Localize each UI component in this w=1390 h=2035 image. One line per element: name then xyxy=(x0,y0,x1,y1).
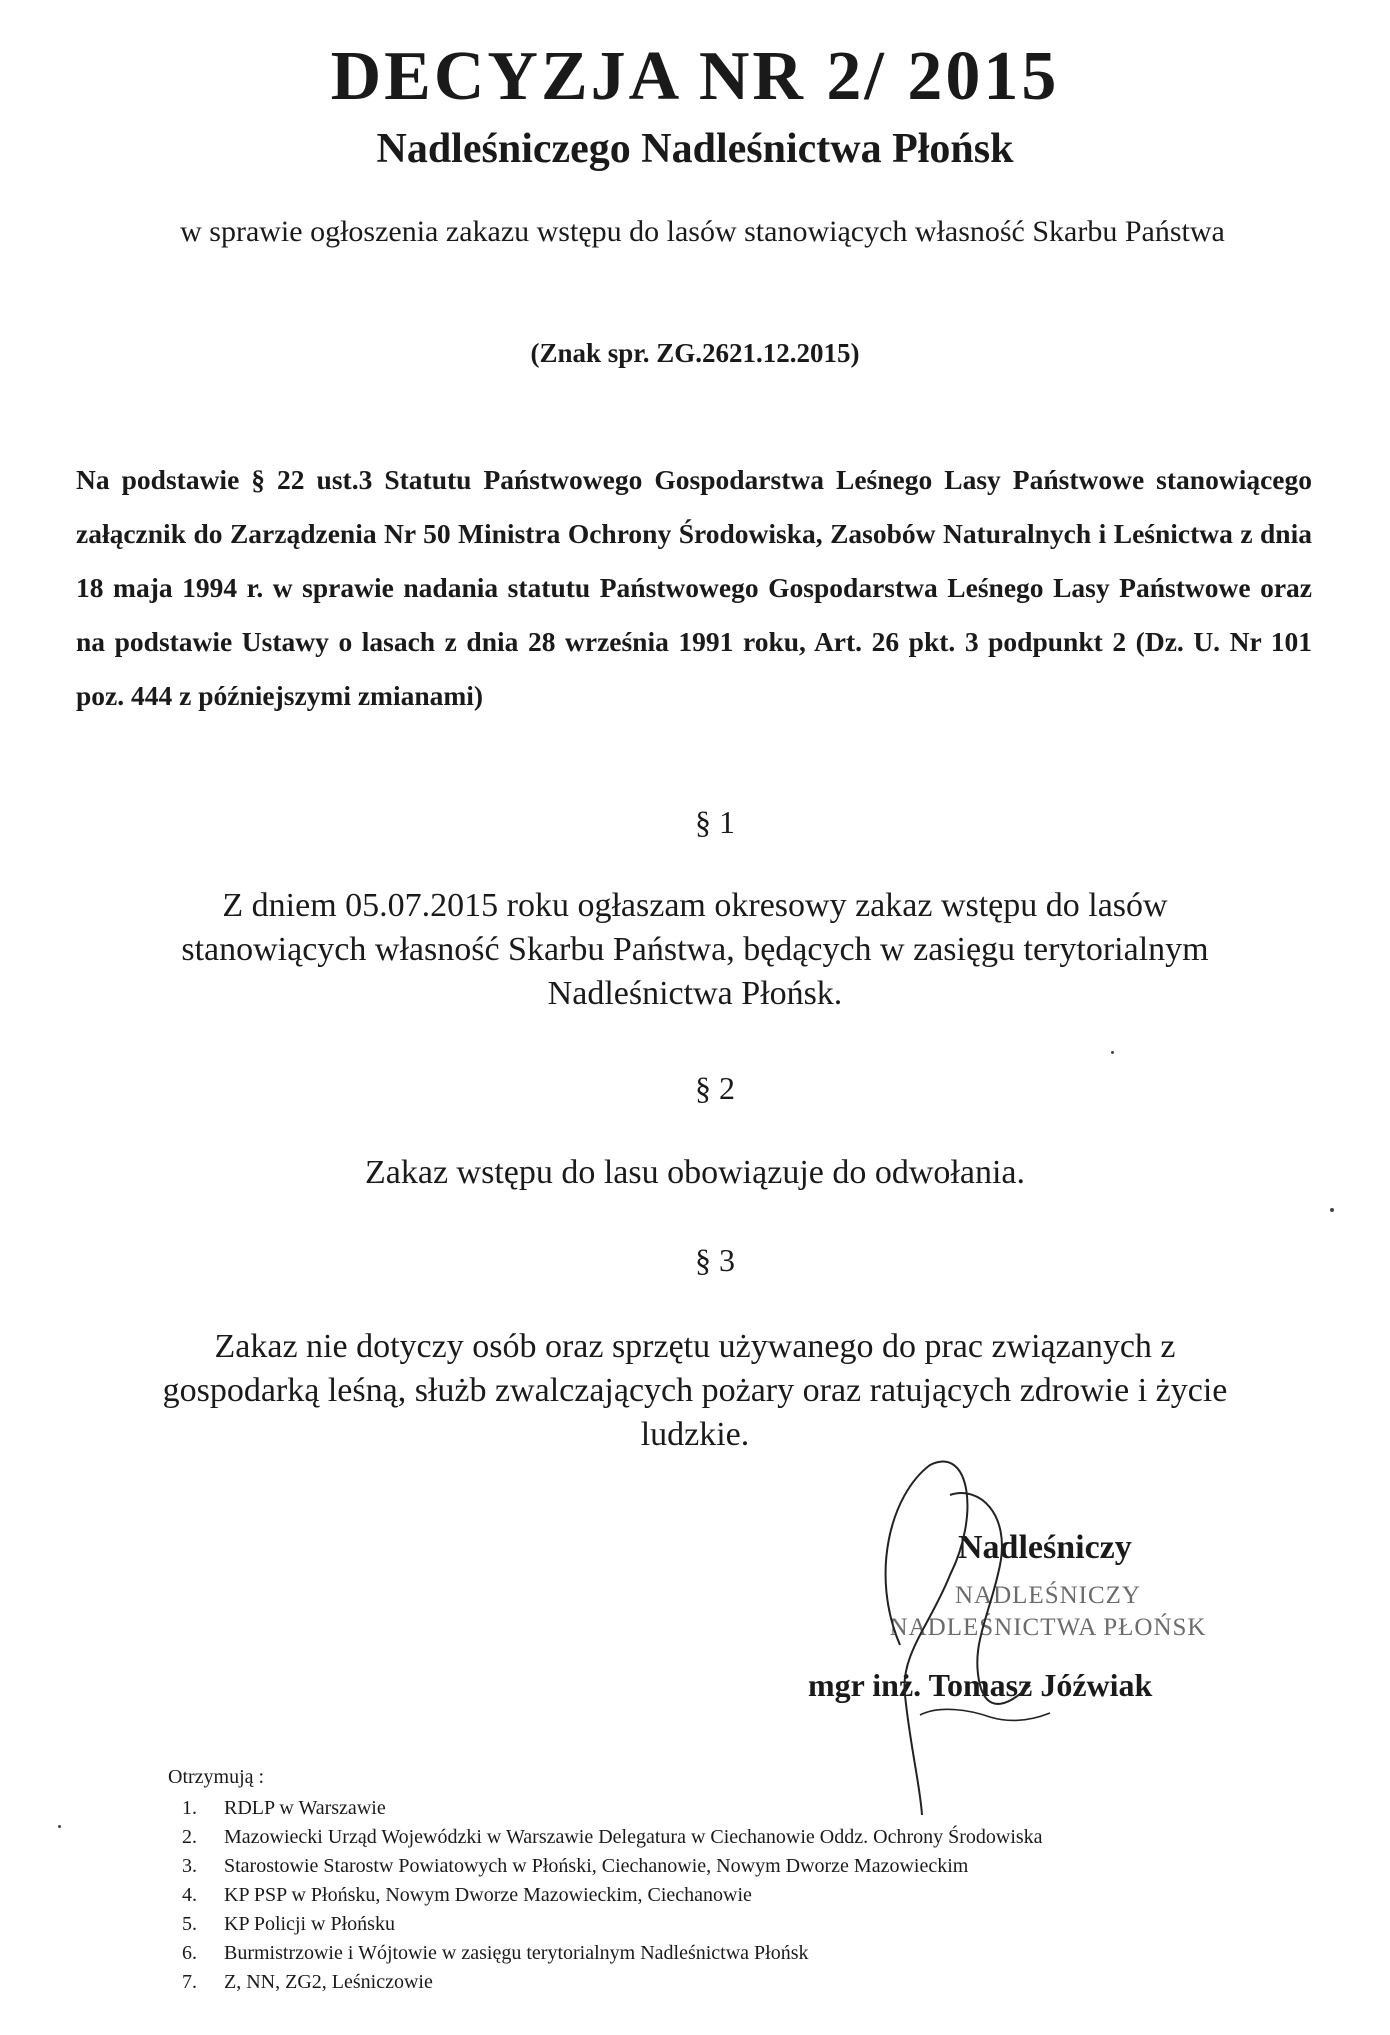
recipients-list xyxy=(168,1763,1043,1997)
recipients-heading: Otrzymują : xyxy=(168,1766,265,1788)
list-item-text: Mazowiecki Urząd Wojewódzki w Warszawie Delegatura w Ciechanowie Oddz. Ochrony Środowiska xyxy=(224,1826,1043,1848)
reference-number: (Znak spr. ZG.2621.12.2015) xyxy=(530,338,860,368)
section-1-line: Nadleśnictwa Płońsk. xyxy=(547,975,843,1012)
list-item xyxy=(168,1968,1043,1997)
stamp-line: NADLEŚNICTWA PŁOŃSK xyxy=(889,1614,1207,1641)
list-item-number: 1. xyxy=(182,1797,197,1819)
section-2-heading: § 2 xyxy=(695,1070,735,1106)
list-item xyxy=(168,1881,1043,1910)
section-2-line: Zakaz wstępu do lasu obowiązuje do odwołania. xyxy=(365,1154,1025,1191)
section-3-line: Zakaz nie dotyczy osób oraz sprzętu używanego do prac związanych z xyxy=(214,1328,1176,1365)
list-item-text: KP PSP w Płońsku, Nowym Dworze Mazowieckim, Ciechanowie xyxy=(224,1884,752,1906)
section-3-line: gospodarką leśną, służb zwalczających pożary oraz ratujących zdrowie i życie xyxy=(162,1372,1228,1409)
list-item xyxy=(168,1939,1043,1968)
list-item-text: Burmistrzowie i Wójtowie w zasięgu terytorialnym Nadleśnictwa Płońsk xyxy=(224,1942,809,1964)
section-1-line: stanowiących własność Skarbu Państwa, będących w zasięgu terytorialnym xyxy=(181,931,1209,968)
document-concerning: w sprawie ogłoszenia zakazu wstępu do lasów stanowiących własność Skarbu Państwa xyxy=(180,215,1225,248)
section-1-line: Z dniem 05.07.2015 roku ogłaszam okresowy zakaz wstępu do lasów xyxy=(222,887,1168,924)
stamp-line: NADLEŚNICZY xyxy=(955,1582,1141,1609)
list-item-number: 4. xyxy=(182,1884,197,1906)
signature-title: Nadleśniczy xyxy=(958,1529,1132,1566)
list-item xyxy=(168,1794,1043,1823)
legal-basis-paragraph: Na podstawie § 22 ust.3 Statutu Państwowego Gospodarstwa Leśnego Lasy Państwowe stanowiącego załącznik do Zarządzenia Nr 50 Ministra Ochrony Środowiska, Zasobów Naturalnych i Leśnictwa z dnia 18 maja 1994 r. w sprawie nadania statutu Państwowego Gospodarstwa Leśnego Lasy Państwowe oraz na podstawie Ustawy o lasach z dnia 28 września 1991 roku, Art. 26 pkt. 3 podpunkt 2 (Dz. U. Nr 101 poz. 444 z późniejszymi zmianami) xyxy=(76,464,1312,711)
list-item-number: 3. xyxy=(182,1855,197,1877)
list-item-text: RDLP w Warszawie xyxy=(224,1797,386,1819)
section-1-heading: § 1 xyxy=(695,804,735,840)
list-item-number: 6. xyxy=(182,1942,197,1964)
document-issuer: Nadleśniczego Nadleśnictwa Płońsk xyxy=(376,126,1014,172)
section-3-line: ludzkie. xyxy=(640,1416,750,1453)
scan-speck xyxy=(1330,1208,1334,1212)
scan-speck xyxy=(1111,1051,1114,1054)
list-item xyxy=(168,1852,1043,1881)
section-2-text xyxy=(80,1151,1310,1195)
list-item-number: 7. xyxy=(182,1971,197,1993)
list-item xyxy=(168,1823,1043,1852)
section-3-text xyxy=(80,1325,1310,1457)
list-item-number: 5. xyxy=(182,1913,197,1935)
document-title: DECYZJA NR 2/ 2015 xyxy=(330,38,1060,115)
handwritten-signature-icon xyxy=(860,1455,1120,1815)
recipients-items xyxy=(168,1794,1043,1997)
list-item-text: Z, NN, ZG2, Leśniczowie xyxy=(224,1971,433,1993)
section-1-text xyxy=(80,884,1310,1016)
list-item-text: KP Policji w Płońsku xyxy=(224,1913,395,1935)
list-item-text: Starostowie Starostw Powiatowych w Płoński, Ciechanowie, Nowym Dworze Mazowieckim xyxy=(224,1855,969,1877)
signer-name: mgr inż. Tomasz Jóźwiak xyxy=(808,1667,1153,1703)
scan-speck xyxy=(58,1825,61,1828)
list-item xyxy=(168,1910,1043,1939)
section-3-heading: § 3 xyxy=(695,1242,735,1278)
list-item-number: 2. xyxy=(182,1826,197,1848)
